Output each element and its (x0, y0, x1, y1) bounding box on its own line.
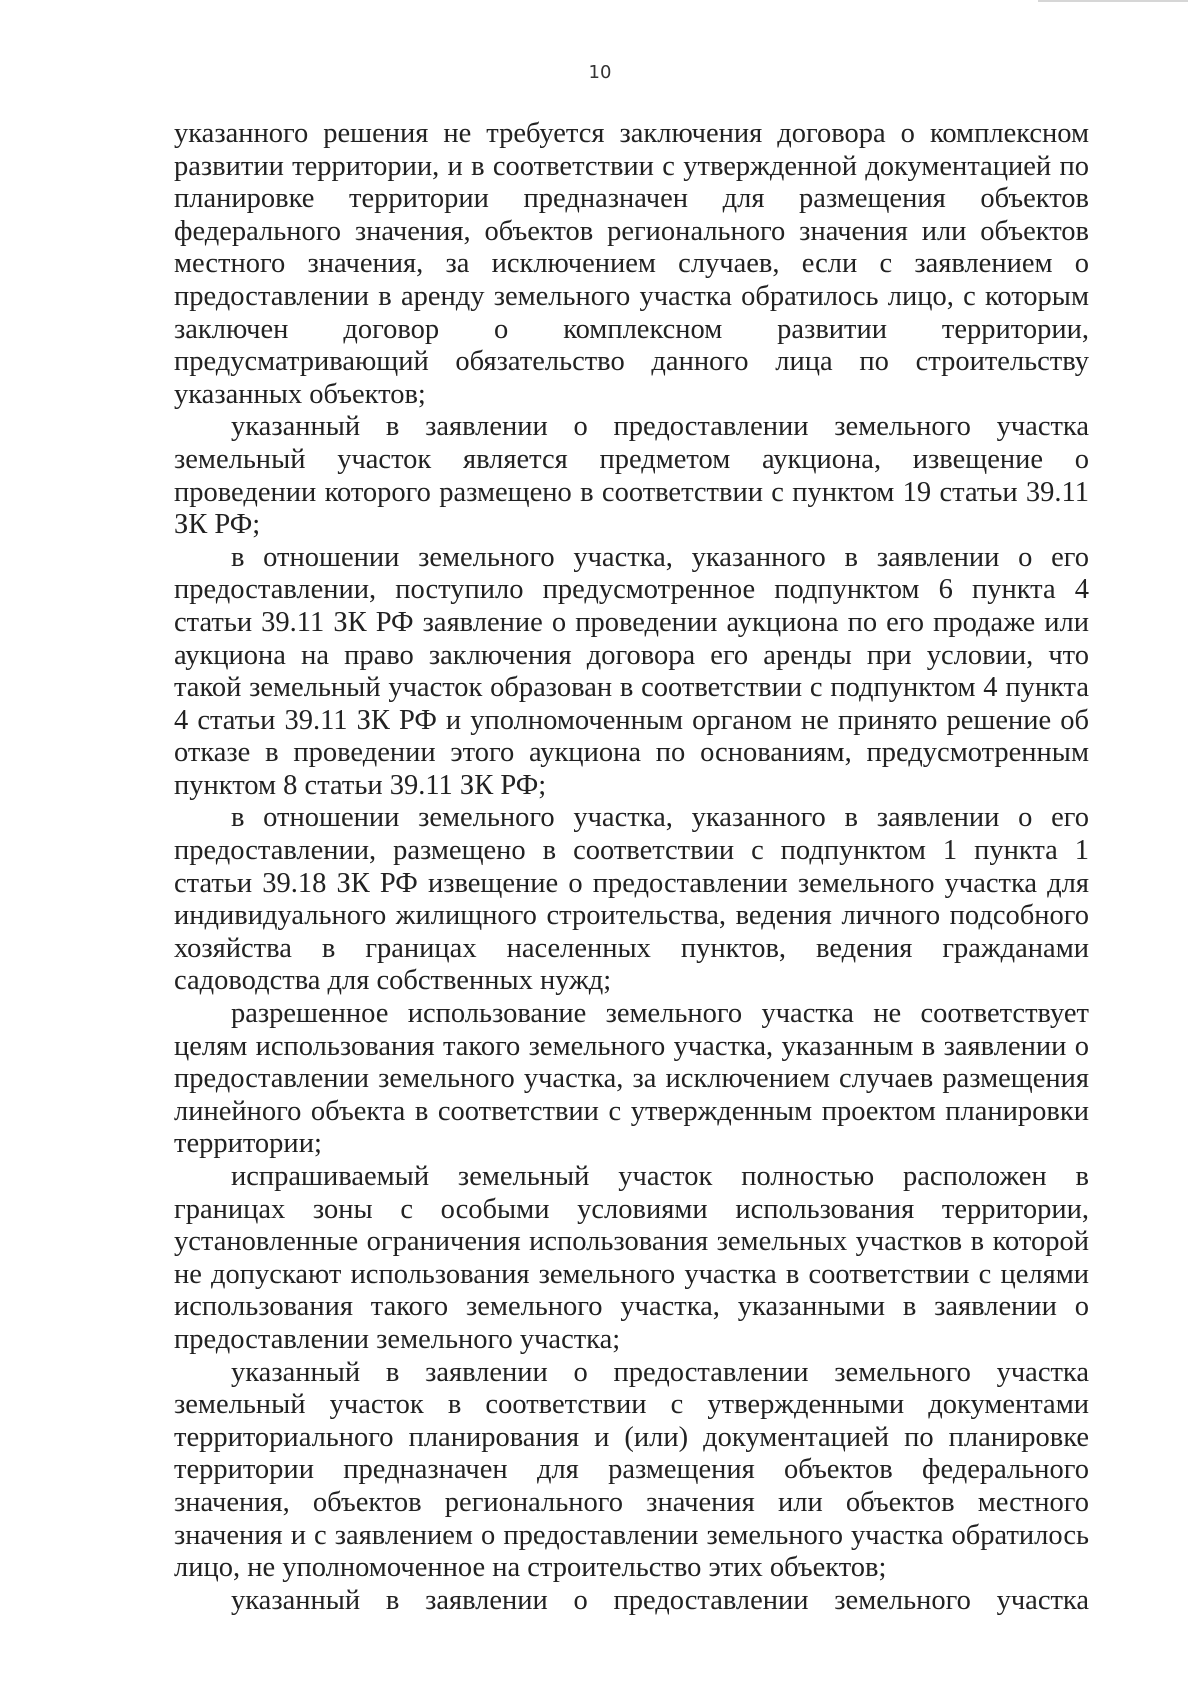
page-number: 10 (588, 62, 612, 83)
paragraph: испрашиваемый земельный участок полностью расположен в границах зоны с особыми условиями использования территории, установленные ограничения использования земельных участков в которой не допускают использования земельного участка в соответствии с целями использования такого земельного участка, указанными в заявлении о предоставлении земельного участка; (174, 1161, 1089, 1355)
paragraph-continuation: указанного решения не требуется заключения договора о комплексном развитии территории, и в соответствии с утвержденной документацией по планировке территории предназначен для размещения объектов федерального значения, объектов регионального значения или объектов местного значения, за исключением случаев, если с заявлением о предоставлении в аренду земельного участка обратилось лицо, с которым заключен договор о комплексном развитии территории, предусматривающий обязательство данного лица по строительству указанных объектов; (174, 118, 1089, 410)
paragraph: разрешенное использование земельного участка не соответствует целям использования такого земельного участка, указанным в заявлении о предоставлении земельного участка, за исключением случаев размещения линейного объекта в соответствии с утвержденным проектом планировки территории; (174, 998, 1089, 1160)
paragraph: указанный в заявлении о предоставлении земельного участка земельный участок является предметом аукциона, извещение о проведении которого размещено в соответствии с пунктом 19 статьи 39.11 ЗК РФ; (174, 411, 1089, 541)
paragraph-truncated: указанный в заявлении о предоставлении земельного участка (231, 1584, 1089, 1616)
paragraph: в отношении земельного участка, указанного в заявлении о его предоставлении, размещено в соответствии с подпунктом 1 пункта 1 статьи 39.18 ЗК РФ извещение о предоставлении земельного участка для индивидуального жилищного строительства, ведения личного подсобного хозяйства в границах населенных пунктов, ведения гражданами садоводства для собственных нужд; (174, 802, 1089, 997)
scan-edge-mark (1038, 0, 1188, 2)
document-body (174, 118, 1089, 1617)
paragraph: указанный в заявлении о предоставлении земельного участка земельный участок в соответствии с утвержденными документами территориального планирования и (или) документацией по планировке территории предназначен для размещения объектов федерального значения, объектов регионального значения или объектов местного значения и с заявлением о предоставлении земельного участка обратилось лицо, не уполномоченное на строительство этих объектов; (174, 1356, 1089, 1584)
paragraph: в отношении земельного участка, указанного в заявлении о его предоставлении, поступило предусмотренное подпунктом 6 пункта 4 статьи 39.11 ЗК РФ заявление о проведении аукциона по его продаже или аукциона на право заключения договора его аренды при условии, что такой земельный участок образован в соответствии с подпунктом 4 пункта 4 статьи 39.11 ЗК РФ и уполномоченным органом не принято решение об отказе в проведении этого аукциона по основаниям, предусмотренным пунктом 8 статьи 39.11 ЗК РФ; (174, 541, 1089, 801)
